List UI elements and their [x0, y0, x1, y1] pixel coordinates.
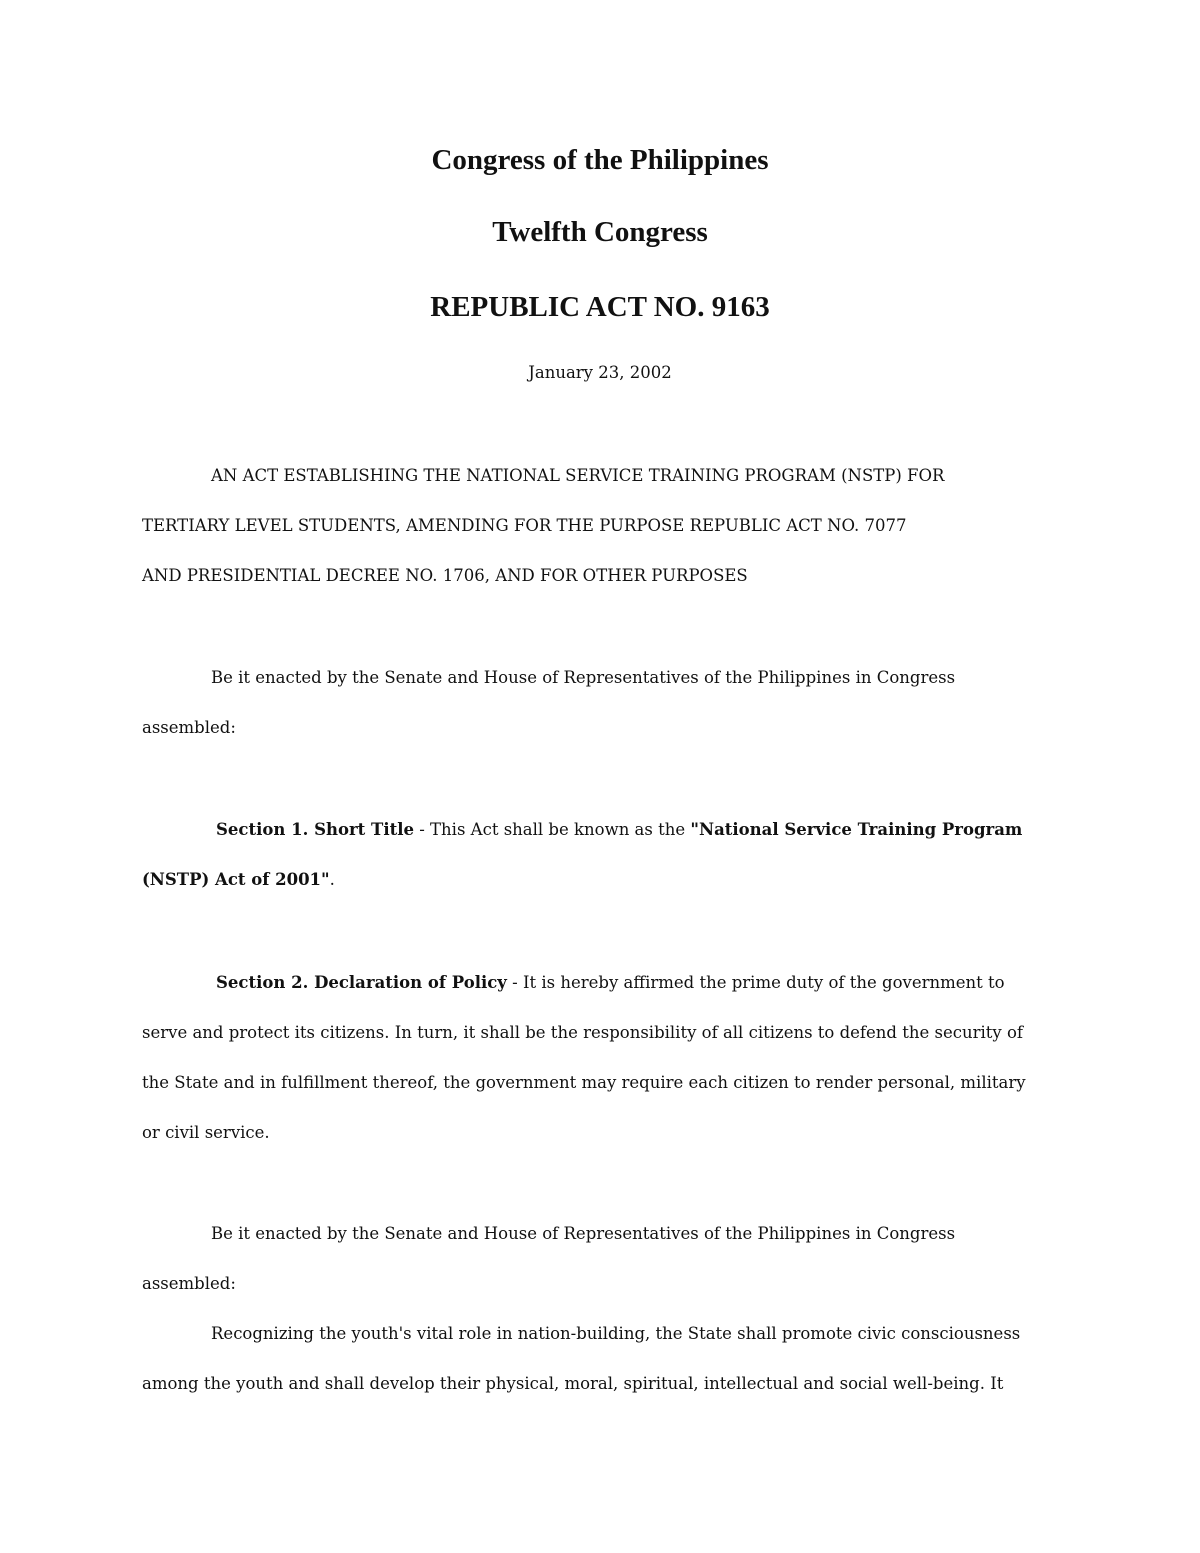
- section-1-line: [142, 855, 1062, 905]
- session-heading: Twelfth Congress: [492, 216, 708, 248]
- act-title-line: AND PRESIDENTIAL DECREE NO. 1706, AND FOR OTHER PURPOSES: [142, 566, 748, 585]
- section-1-end: .: [329, 870, 335, 889]
- act-title-line: TERTIARY LEVEL STUDENTS, AMENDING FOR THE PURPOSE REPUBLIC ACT NO. 7077: [142, 516, 907, 535]
- act-title: [142, 451, 1062, 601]
- act-date: January 23, 2002: [528, 363, 672, 382]
- section-2-line: or civil service.: [142, 1123, 270, 1142]
- policy-paragraph-line: Recognizing the youth's vital role in nation-building, the State shall promote civic consciousness: [211, 1324, 1021, 1343]
- enacting-clause-line: Be it enacted by the Senate and House of Representatives of the Philippines in Congress: [211, 1224, 956, 1243]
- section-1-act-name: "National Service Training Program: [690, 820, 1023, 839]
- enacting-clause-line: Be it enacted by the Senate and House of Representatives of the Philippines in Congress: [211, 668, 956, 687]
- section-1-text: - This Act shall be known as the: [413, 820, 691, 839]
- section-2-line: the State and in fulfillment thereof, the government may require each citizen to render personal, military: [142, 1073, 1026, 1092]
- act-title-line: AN ACT ESTABLISHING THE NATIONAL SERVICE TRAINING PROGRAM (NSTP) FOR: [211, 466, 945, 485]
- enacting-clause: [142, 653, 1062, 753]
- section-2-text: - It is hereby affirmed the prime duty of the government to: [506, 973, 1005, 992]
- section-1-line: [142, 805, 1062, 855]
- policy-paragraph-line: among the youth and shall develop their physical, moral, spiritual, intellectual and social well-being. It: [142, 1374, 1004, 1393]
- enacting-clause-line: assembled:: [142, 1274, 236, 1293]
- enacting-clause-line: assembled:: [142, 718, 236, 737]
- section-2-heading: Section 2. Declaration of Policy: [216, 973, 507, 992]
- congress-heading: Congress of the Philippines: [431, 144, 769, 176]
- section-1-heading: Section 1. Short Title: [216, 820, 414, 839]
- section-1: [142, 805, 1062, 905]
- act-number-heading: REPUBLIC ACT NO. 9163: [430, 291, 770, 323]
- enacting-clause-2: [142, 1209, 1062, 1409]
- section-2: [142, 958, 1062, 1158]
- section-2-line: [142, 958, 1062, 1008]
- section-2-line: serve and protect its citizens. In turn, it shall be the responsibility of all citizens to defend the security of: [142, 1023, 1024, 1042]
- section-1-act-name-cont: (NSTP) Act of 2001": [142, 870, 330, 889]
